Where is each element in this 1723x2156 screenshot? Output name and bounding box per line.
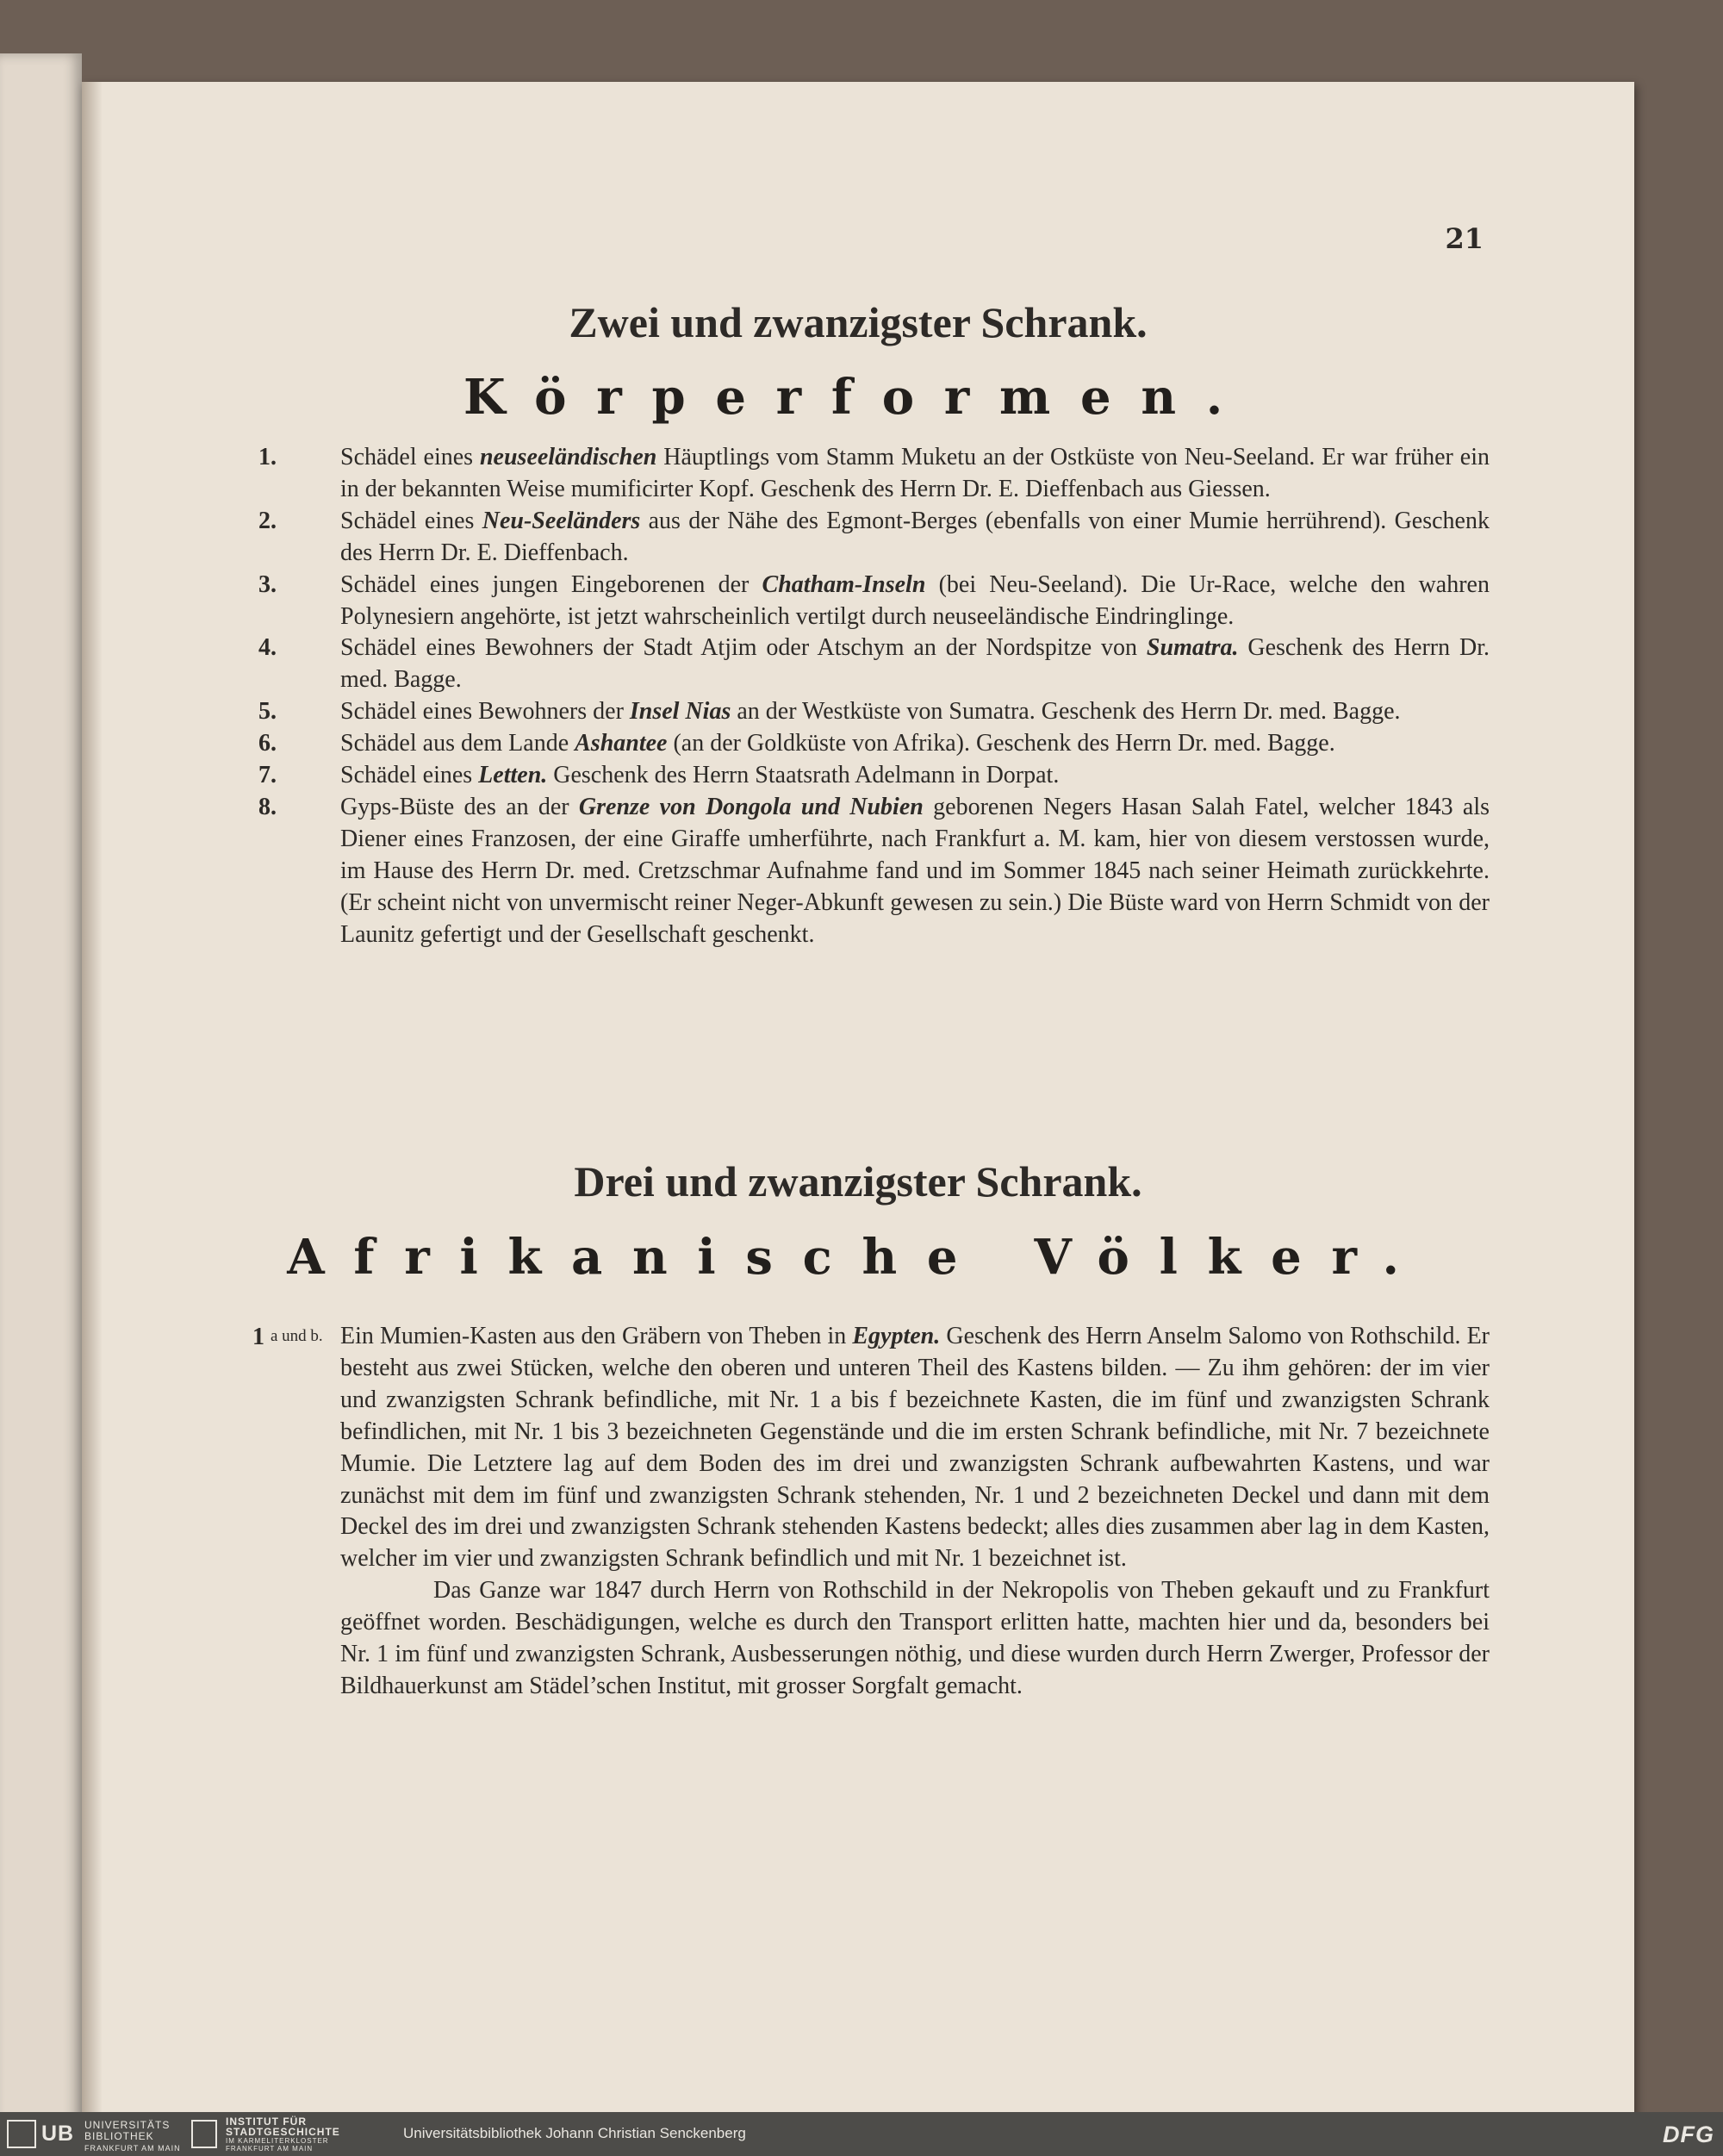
entry-text: Schädel eines jungen Eingeborenen der [340, 570, 762, 598]
ub-name-line-1: UNIVERSITÄTS [84, 2119, 171, 2131]
entry-number: 2. [258, 507, 277, 534]
entry-highlight: Neu-Seeländers [482, 507, 641, 534]
ub-name-line-2: BIBLIOTHEK [84, 2130, 154, 2142]
entry-text: (an der Goldküste von Afrika). Geschenk des Herrn Dr. med. Bagge. [667, 730, 1335, 757]
page-number: 21 [1445, 222, 1484, 255]
viewer-footer-bar [0, 2112, 1723, 2156]
book-page [82, 82, 1634, 2121]
library-credit: Universitätsbibliothek Johann Christian Senckenberg [403, 2125, 746, 2141]
entry-highlight: Chatham-Inseln [762, 570, 926, 598]
entry-text: Häuptlings vom Stamm Muketu an der Ostküste von Neu-Seeland. Er war früher ein in der bekannten Weise mumificirter Kopf. Geschenk des Herrn Dr. E. Dieffenbach aus Giessen. [340, 444, 1490, 502]
dfg-logo: DFG [1663, 2122, 1714, 2147]
section-2-title: Drei und zwanzigster Schrank. [574, 1157, 1142, 1206]
isg-name-line-2: STADTGESCHICHTE [226, 2126, 340, 2138]
entry-7 [258, 760, 1490, 792]
entry-2 [258, 506, 1490, 570]
entry-highlight: Ashantee [575, 730, 668, 757]
isg-emblem-icon [191, 2120, 217, 2148]
entry-6 [258, 728, 1490, 760]
ub-name-line-3: FRANKFURT AM MAIN [84, 2144, 181, 2153]
entry-text: Schädel eines [340, 507, 482, 534]
entry-number-main: 1 [252, 1324, 264, 1350]
entry-text: Geschenk des Herrn Dr. med. Bagge. [340, 634, 1490, 694]
entry-number: 1. [258, 444, 277, 470]
entry-highlight: neuseeländischen [479, 444, 657, 470]
entry-text: Schädel eines Bewohners der Stadt Atjim oder Atschym an der Nordspitze von [340, 634, 1147, 662]
entry-highlight: Insel Nias [629, 698, 731, 726]
entry-text: Schädel eines [340, 444, 480, 470]
entry-text: Schädel eines Bewohners der [340, 698, 630, 726]
entry-text: Geschenk des Herrn Staatsrath Adelmann in Dorpat. [547, 762, 1060, 789]
isg-name-line-3: IM KARMELITERKLOSTER [226, 2137, 329, 2145]
entry-number: 3. [258, 570, 277, 598]
entry-text: (bei Neu-Seeland). Die Ur-Race, welche den wahren Polynesiern angehörte, ist jetzt wahrscheinlich vertilgt durch neuseeländische Eindringlinge. [340, 570, 1490, 630]
section-1-subtitle: Körperformen. [463, 369, 1253, 426]
section-1-entry-list [258, 442, 1490, 951]
entry-text: Ein Mumien-Kasten aus den Gräbern von Theben in [340, 1323, 853, 1349]
section-1-title: Zwei und zwanzigster Schrank. [569, 298, 1148, 346]
entry-highlight: Letten. [478, 762, 548, 789]
entry-text: Geschenk des Herrn Anselm Salomo von Rothschild. Er besteht aus zwei Stücken, welche den oberen und unteren Theil des Kastens bilden. — Zu ihm gehören: der im vier und zwanzigsten Schrank befindliche, mit Nr. 1 a bis f bezeichnete Kasten, die im fünf und zwanzigsten Schrank befindlichen, mit Nr. 1 bis 3 bezeichneten Gegenstände und die im ersten Schrank befindliche, mit Nr. 7 bezeichnete Mumie. Die Letztere lag auf dem Boden des im drei und zwanzigsten Schrank aufbewahrten Kastens, und war zunächst mit dem im fünf und zwanzigsten Schrank stehenden, Nr. 1 und 2 bezeichneten Deckel und dann mit dem Deckel des im drei und zwanzigsten Schrank stehenden Kastens bedeckt; alles dies zusammen aber lag in dem Kasten, welcher im vier und zwanzigsten Schrank befindlich und mit Nr. 1 bezeichnet ist. [340, 1323, 1490, 1573]
entry-number-suffix: a und b. [271, 1327, 323, 1345]
entry-5 [258, 696, 1490, 728]
entry-number: 6. [258, 730, 277, 757]
entry-text: Schädel aus dem Lande [340, 730, 575, 757]
entry-text: an der Westküste von Sumatra. Geschenk des Herrn Dr. med. Bagge. [731, 698, 1401, 726]
entry-number [252, 1321, 339, 1354]
ub-logo: UB [41, 2122, 75, 2146]
entry-highlight: Sumatra. [1146, 634, 1239, 662]
entry-4 [258, 632, 1490, 696]
section-2-entry-list [252, 1321, 1490, 1703]
entry-highlight: Egypten. [852, 1323, 941, 1349]
entry-number: 7. [258, 762, 277, 789]
entry-1 [258, 442, 1490, 506]
entry-text: geborenen Negers Hasan Salah Fatel, welcher 1843 als Diener eines Franzosen, der eine Giraffe umherführte, nach Frankfurt a. M. kam, hier von diesem verstossen wurde, im Hause des Herrn Dr. med. Cretzschmar Aufnahme fand und im Sommer 1845 nach seiner Heimath zurückkehrte. (Er scheint nicht von unvermischt reiner Neger-Abkunft gewesen zu sein.) Die Büste ward von Herrn Schmidt von der Launitz gefertigt und der Gesellschaft geschenkt. [340, 793, 1490, 948]
entry-number: 5. [258, 698, 277, 726]
facing-page-edge [0, 53, 82, 2135]
entry-highlight: Grenze von Dongola und Nubien [578, 793, 924, 820]
isg-name-line-4: FRANKFURT AM MAIN [226, 2145, 314, 2153]
isg-name-line-1: INSTITUT FÜR [226, 2115, 307, 2128]
entry-text: aus der Nähe des Egmont-Berges (ebenfalls von einer Mumie herrührend). Geschenk des Herrn Dr. E. Dieffenbach. [340, 507, 1490, 566]
entry-number: 8. [258, 793, 277, 820]
entry-number: 4. [258, 634, 277, 662]
entry-1-a-und-b [252, 1321, 1490, 1575]
entry-3 [258, 570, 1490, 633]
section-2-paragraph: Das Ganze war 1847 durch Herrn von Rothschild in der Nekropolis von Theben gekauft und zu Frankfurt geöffnet worden. Beschädigungen, welche es durch den Transport erlitten hatte, machten hier und da, besonders bei Nr. 1 im fünf und zwanzigsten Schrank, Ausbesserungen nöthig, und diese wurden durch Herrn Zwerger, Professor der Bildhauerkunst am Städel’schen Institut, mit grosser Sorgfalt gemacht. [340, 1577, 1490, 1699]
ub-emblem-icon [7, 2120, 36, 2148]
entry-8 [258, 792, 1490, 951]
entry-text: Gyps-Büste des an der [340, 793, 579, 820]
entry-text: Schädel eines [340, 762, 479, 789]
section-2-subtitle: Afrikanische Völker. [287, 1229, 1429, 1286]
